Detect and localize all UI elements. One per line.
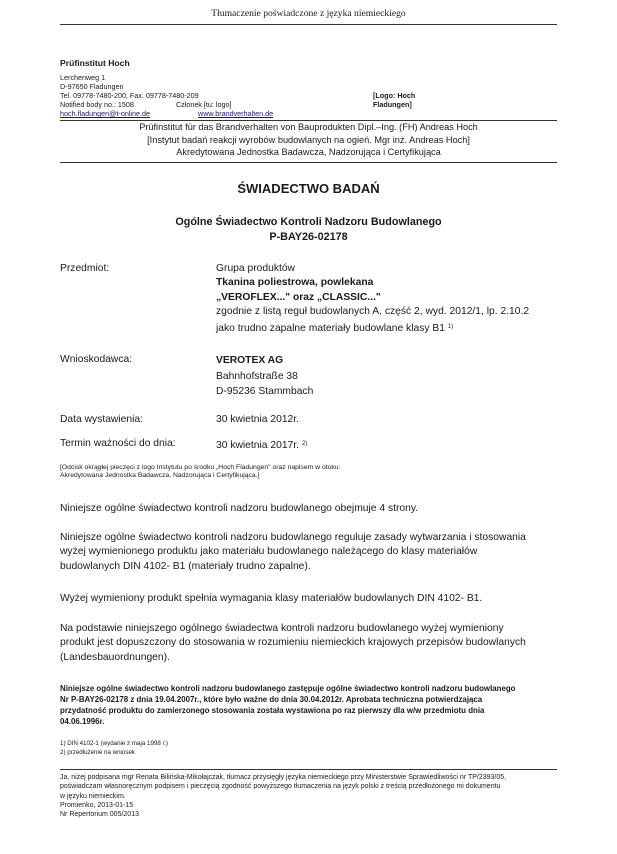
footnotes — [60, 739, 168, 757]
institute-description — [60, 121, 557, 159]
subject-line-2-text: jako trudno zapalne materiały budowlane klasy B1 — [216, 322, 445, 334]
paragraph-line: Niniejsze ogólne świadectwo kontroli nadzoru budowlanego obejmuje 4 strony. — [60, 503, 419, 514]
translator-line: poświadczam własnoręcznym podpisem i pieczęcią zgodność powyższego tłumaczenia na język polski z treścią przedłożonego mi dokumentu — [60, 783, 501, 791]
valid-until-row — [216, 437, 307, 453]
subject-line-2 — [216, 320, 576, 336]
logo-note — [373, 91, 415, 109]
header-divider — [60, 24, 557, 25]
institute-website-link[interactable]: www.brandverhalten.de — [198, 109, 274, 118]
institute-notified-body-row — [60, 100, 273, 109]
stamp-note-line-2: Akredytowana Jednostka Badawcza, Nadzorująca i Certyfikująca.] — [60, 472, 260, 480]
translation-header: Tłumaczenie poświadczone z języka niemieckiego — [211, 8, 406, 19]
footer-divider — [60, 769, 557, 770]
subject-names: „VEROFLEX..." oraz „CLASSIC..." — [216, 291, 381, 303]
institute-street: Lerchenweg 1 — [60, 73, 106, 82]
paragraph-line: Nr P-BAY26-02178 z dnia 19.04.2007r., które było ważne do dnia 30.04.2012r. Aprobata techniczna potwierdzająca — [60, 695, 483, 704]
paragraph-line: wyżej wymienionego produktu jako materiału budowlanego należącego do klasy materiałów — [60, 546, 478, 558]
translator-line: w języku niemieckim. — [60, 792, 126, 800]
paragraph-line: produkt jest dopuszczony do stosowania w rozumieniu niemieckich krajowych przepisów budowlanych — [60, 637, 526, 649]
subject-details — [216, 262, 576, 336]
institute-links-row — [60, 109, 273, 118]
logo-note-line-2: Fladungen] — [373, 100, 412, 109]
institute-desc-line-3: Akredytowana Jednostka Badawcza, Nadzorująca i Certyfikująca — [176, 147, 441, 157]
stamp-note — [60, 464, 560, 481]
institute-phone-fax: Tel. 09778-7480-200, Fax. 09778-7480-209 — [60, 91, 199, 100]
paragraph-line: Wyżej wymieniony produkt spełnia wymagania klasy materiałów budowlanych DIN 4102- B1. — [60, 593, 483, 604]
certificate-number: P-BAY26-02178 — [269, 231, 348, 243]
subject-group: Grupa produktów — [216, 263, 295, 274]
paragraph-4 — [60, 622, 580, 665]
applicant-city: D-95236 Stammbach — [216, 386, 314, 397]
certificate-heading — [60, 215, 557, 245]
stamp-note-line-1: [Odcisk okrągłej pieczęci z logo Instytutu po środku „Hoch Fladungen" oraz napisem w otoku: — [60, 464, 341, 471]
valid-until-value: 30 kwietnia 2017r. — [216, 440, 300, 451]
certificate-subtitle: Ogólne Świadectwo Kontroli Nadzoru Budowlanego — [175, 216, 442, 228]
paragraph-line: 04.06.1996r. — [60, 717, 105, 726]
issue-date-value: 30 kwietnia 2012r. — [216, 414, 300, 425]
translator-certification — [60, 773, 580, 819]
subject-product: Tkanina poliestrowa, powlekana — [216, 277, 374, 289]
paragraph-line: Na podstawie niniejszego ogólnego świadectwa kontroli nadzoru budowlanego wyżej wymieniony — [60, 623, 504, 634]
institute-block — [60, 58, 273, 118]
logo-note-line-1: [Logo: Hoch — [373, 91, 416, 100]
issue-date-label: Data wystawienia: — [60, 414, 143, 425]
translator-line: Ja, niżej podpisana mgr Renata Bilińska-Mikołajczak, tłumacz przysięgły języka niemieckiego przy Ministerstwie Sprawiedliwości nr TP/2393/05, — [60, 774, 507, 781]
paragraph-line: Niniejsze ogólne świadectwo kontroli nadzoru budowlanego reguluje zasady wytwarzania i stosowania — [60, 532, 526, 543]
subject-label: Przedmiot: — [60, 263, 110, 274]
notified-body: Notified body no.: 1508 — [60, 100, 134, 109]
applicant-street: Bahnhofstraße 38 — [216, 370, 298, 382]
institute-email-link[interactable]: hoch.fladungen@t-online.de — [60, 109, 151, 118]
footnote-ref-1: 1) — [447, 323, 454, 330]
institute-desc-line-1: Prüfinstitut für das Brandverhalten von Bauprodukten Dipl.–Ing. (FH) Andreas Hoch — [139, 122, 478, 132]
institute-city: D-97650 Fladungen — [60, 82, 124, 91]
paragraph-line: (Landesbauordnungen). — [60, 651, 170, 663]
applicant-details — [216, 353, 313, 400]
paragraph-2 — [60, 531, 580, 574]
description-divider — [60, 162, 557, 163]
footnote-2: 2) przedłużenie na wniosek — [60, 749, 135, 756]
translator-place-date: Promienko, 2013-01-15 — [60, 801, 134, 809]
valid-until-label: Termin ważności do dnia: — [60, 438, 176, 449]
document-title: ŚWIADECTWO BADAŃ — [237, 181, 380, 196]
institute-desc-line-2: [Instytut badań reakcji wyrobów budowlanych na ogień. Mgr inż. Andreas Hoch] — [147, 134, 470, 145]
paragraph-line: Niniejsze ogólne świadectwo kontroli nadzoru budowlanego zastępuje ogólne świadectwo kontroli nadzoru budowlanego — [60, 684, 516, 693]
subject-line-1: zgodnie z listą reguł budowlanych A, część 2, wyd. 2012/1, lp. 2.10.2 — [216, 306, 530, 318]
translator-repertorium: Nr Repertorium 005/2013 — [60, 811, 139, 819]
paragraph-line: budowlanych DIN 4102- B1 (materiały trudno zapalne). — [60, 560, 311, 572]
applicant-name: VEROTEX AG — [216, 355, 284, 366]
replacement-paragraph — [60, 683, 580, 727]
footnote-ref-2: 2) — [301, 441, 308, 447]
footnote-1: 1) DIN 4102-1 (wydanie z maja 1998 r.) — [60, 740, 168, 747]
applicant-label: Wnioskodawca: — [60, 354, 133, 365]
paragraph-1 — [60, 502, 580, 516]
member-logo-note: Członek [tu: logo] — [175, 100, 232, 109]
paragraph-3 — [60, 592, 580, 606]
institute-name: Prüfinstitut Hoch — [60, 58, 130, 68]
paragraph-line: przydatność produktu do zamierzonego stosowania została wystawiona po raz pierwszy dla w/w przedmiotu dnia — [60, 706, 485, 715]
